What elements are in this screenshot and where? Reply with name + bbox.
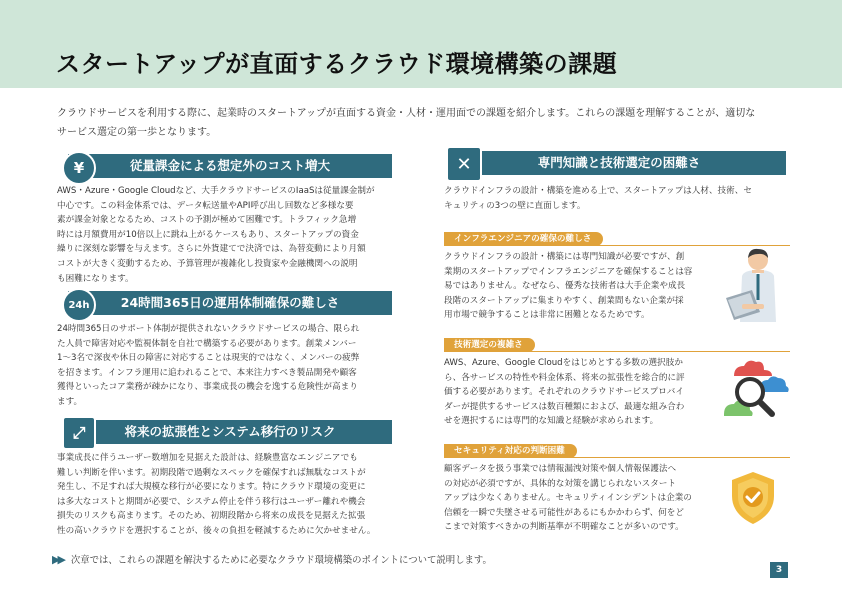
intro-paragraph xyxy=(57,104,797,142)
yen-coin-hand-icon: ¥ xyxy=(62,151,96,185)
footer-text: 次章では、これらの課題を解決するために必要なクラウド環境構築のポイントについて説明します。 xyxy=(70,555,492,566)
subsection-label-engineer: インフラエンジニアの確保の難しさ xyxy=(444,232,603,246)
intro-line: クラウドサービスを利用する際に、起業時のスタートアップが直面する資金・人材・運用面での課題を紹介します。これらの課題を理解することが、適切な xyxy=(57,108,756,119)
section-title: 従量課金による想定外のコスト増大 xyxy=(129,158,330,173)
subsection-body-tech-selection: AWS、Azure、Google Cloudをはじめとする多数の選択肢か ら、各サービスの特性や料金体系、将来の拡張性を総合的に評 価する必要があります。それぞれのクラウドサービスプロバイ ダーが提供するサービスは数百種類におよび、最適な組み合わ せを選択するには専門的な知識と経験が求められます。 xyxy=(444,358,685,427)
intro-line: サービス選定の第一歩となります。 xyxy=(57,127,217,138)
section-body-cost: AWS・Azure・Google Cloudなど、大手クラウドサービスのIaaSは従量課金制が 中心です。この料金体系では、データ転送量やAPI呼び出し回数など多様な要 素が課金対象となるため、コストの予測が極めて困難です。トラフィック急増 時には月額費用が10倍以上に跳ね上がるケースもあり、スタートアップの資金 繰りに深刻な影響を与えます。さらに外貨建てで決済では、為替変動により月額 コストが大きく変動するため、予算管理が複雑化し投資家や金融機関への説明 も困難になります。 xyxy=(57,186,375,284)
subsection-body-security: 顧客データを扱う事業では情報漏洩対策や個人情報保護法へ の対応が必須ですが、具体的な対策を講じられないスタート アップは少なくありません。セキュリティインシデントは企業の 信頼を一瞬で失墜させる可能性があるにもかかわらず、何をど こまで対策すべきかの判断基準が不明確なことが多いのです。 xyxy=(444,464,692,533)
subsection-body-engineer: クラウドインフラの設計・構築には専門知識が必要ですが、創 業期のスタートアップでインフラエンジニアを確保することは容 易ではありません。なぜなら、優秀な技術者は大手企業や成長 段階のスタートアップに集まりやすく、創業間もない企業が採 用市場で競争することは非常に困難となるためです。 xyxy=(444,252,693,321)
section-header-ops xyxy=(68,291,392,315)
section-header-scale xyxy=(68,420,392,444)
divider xyxy=(444,351,790,352)
footer-note xyxy=(52,552,492,566)
page-title: スタートアップが直面するクラウド環境構築の課題 xyxy=(56,50,618,78)
section-header-expertise xyxy=(452,151,786,175)
section-title: 専門知識と技術選定の困難さ xyxy=(537,155,701,170)
shield-check-icon xyxy=(728,470,778,526)
section-body-expertise: クラウドインフラの設計・構築を進める上で、スタートアップは人材、技術、セ キュリティの3つの壁に直面します。 xyxy=(444,186,752,211)
engineer-with-laptop-icon xyxy=(722,246,788,324)
subsection-label-security: セキュリティ対応の判断困難 xyxy=(444,444,577,458)
page-number: 3 xyxy=(770,562,788,578)
divider xyxy=(444,457,790,458)
double-chevron-right-icon: ▶▶ xyxy=(52,552,63,566)
subsection-label-tech-selection: 技術選定の複雑さ xyxy=(444,338,535,352)
expand-arrows-icon: ⤢ xyxy=(62,416,96,450)
section-body-ops: 24時間365日のサポート体制が提供されないクラウドサービスの場合、限られ た人員で障害対応や監視体制を自社で構築する必要があります。創業メンバー 1〜3名で深夜や休日の障害に対応することは現実的ではなく、メンバーの疲弊 を招きます。インフラ運用に追われることで、本来注力すべき製品開発や顧客 獲得といったコア業務が疎かになり、事業成長の機会を逸する危険性が高まり ます。 xyxy=(57,324,360,407)
clock-24h-icon: 24h xyxy=(62,288,96,322)
section-body-scale: 事業成長に伴うユーザー数増加を見据えた設計は、経験豊富なエンジニアでも 難しい判断を伴います。初期段階で過剰なスペックを確保すれば無駄なコストが 発生し、不足すれば大規模な移行が必要になります。特にクラウド環境の変更に は多大なコストと期間が必要で、システム停止を伴う移行はユーザー離れや機会 損失のリスクも高まります。そのため、初期段階から将来の成長を見据えた拡張 性の高いクラウドを選択することが、後々の負担を軽減するために欠かせません。 xyxy=(57,453,376,536)
section-header-cost xyxy=(68,154,392,178)
cloud-search-icon xyxy=(720,354,790,432)
tools-icon: ✕ xyxy=(446,146,482,182)
section-title: 将来の拡張性とシステム移行のリスク xyxy=(124,424,336,439)
section-title: 24時間365日の運用体制確保の難しさ xyxy=(120,295,340,310)
